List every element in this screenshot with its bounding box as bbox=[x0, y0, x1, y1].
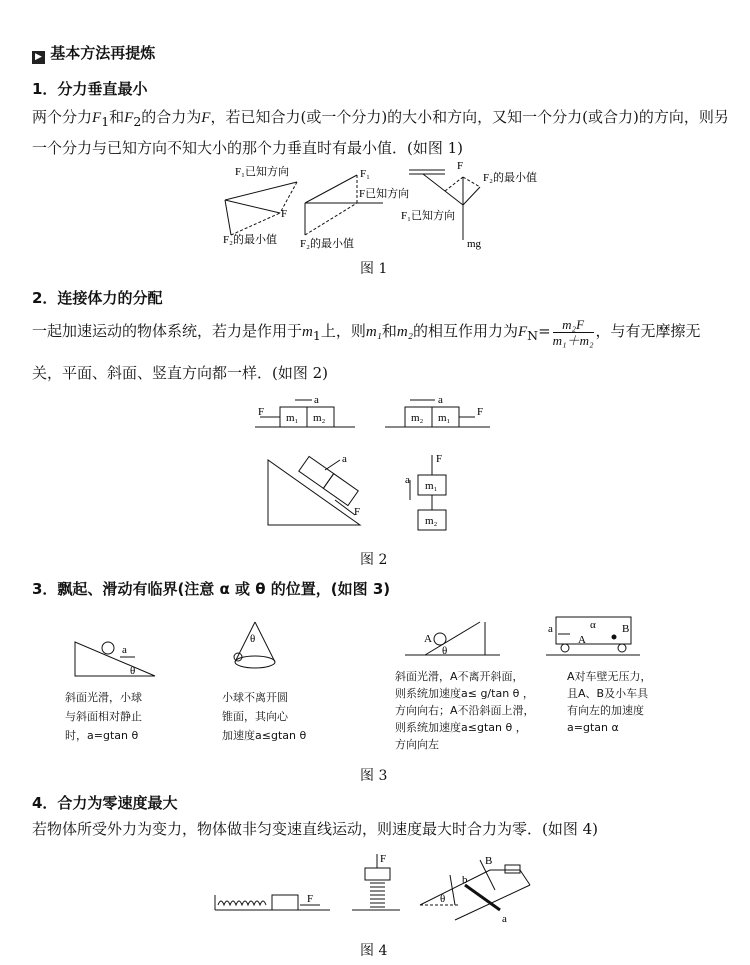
figure-3-note-1: 斜面光滑，小球 与斜面相对静止 时，a=gtan θ bbox=[65, 691, 142, 742]
fig1-label: F₁已知方向 bbox=[235, 166, 289, 178]
figure-3-caption: 图 3 bbox=[360, 768, 388, 784]
fig2-label: m₂ bbox=[425, 515, 438, 527]
figure-2-caption: 图 2 bbox=[360, 552, 388, 568]
figure-4 bbox=[210, 850, 540, 930]
fig3-label: θ bbox=[442, 645, 448, 657]
fig2-label: m₁ bbox=[438, 412, 451, 424]
fig2-label: m₂ bbox=[411, 412, 424, 424]
section-3-title: 3．飘起、滑动有临界(注意 α 或 θ 的位置，(如图 3) bbox=[32, 580, 391, 598]
figure-3-note-3: 斜面光滑，A不离开斜面， 则系统加速度a≤ g/tan θ ， 方向向右；A不沿斜面上滑， 则系统加速度a≤gtan θ ， 方向向左 bbox=[395, 670, 535, 751]
fig3-label: a bbox=[548, 623, 553, 635]
fig1-label: mg bbox=[467, 238, 482, 250]
fig2-label: m₂ bbox=[313, 412, 326, 424]
fig2-label: a bbox=[405, 474, 410, 486]
figure-3-note-2: 小球不离开圆 锥面，其向心 加速度a≤gtan θ bbox=[222, 691, 307, 742]
fig1-label: F₁已知方向 bbox=[401, 210, 455, 222]
figure-1-caption: 图 1 bbox=[360, 261, 388, 277]
section-1-paragraph: 两个分力$F_1$和$F_2$的合力为F，若已知合力(或一个分力)的大小和方向，又知一个分力(或合力)的方向，则另一个分力与已知方向不知大小的那个力垂直时有最小值．(如图 1) bbox=[32, 108, 729, 157]
figure-4-caption: 图 4 bbox=[360, 943, 388, 959]
fig2-label: a bbox=[314, 394, 319, 406]
figure-1 bbox=[205, 155, 565, 250]
fig2-label: m₁ bbox=[286, 412, 299, 424]
fig2-label: m₁ bbox=[425, 480, 438, 492]
fig3-label: α bbox=[590, 619, 596, 631]
play-icon: ▶ bbox=[32, 51, 45, 64]
fig4-label: B bbox=[485, 855, 493, 867]
fig2-label: F bbox=[436, 453, 443, 465]
section-4-title: 4．合力为零速度最大 bbox=[32, 794, 178, 812]
fig4-label: F bbox=[307, 893, 314, 905]
fig2-label: a bbox=[342, 453, 347, 465]
fig2-label: a bbox=[438, 394, 443, 406]
fig1-label: F已知方向 bbox=[359, 188, 410, 200]
fig3-label: A bbox=[578, 634, 586, 646]
fig3-label: θ bbox=[250, 633, 256, 645]
section-2-title: 2．连接体力的分配 bbox=[32, 289, 163, 307]
fig2-label: F bbox=[258, 406, 265, 418]
section-2-paragraph-cont: 关，平面、斜面、竖直方向都一样．(如图 2) bbox=[32, 364, 329, 382]
fig1-label: F₂的最小值 bbox=[300, 238, 354, 250]
fig1-label: F bbox=[281, 208, 288, 220]
section-1-title: 1．分力垂直最小 bbox=[32, 80, 148, 98]
section-header bbox=[32, 42, 155, 64]
section-4-paragraph: 若物体所受外力为变力，物体做非匀变速直线运动，则速度最大时合力为零．(如图 4) bbox=[32, 820, 599, 838]
fig1-label: F₂的最小值 bbox=[223, 234, 277, 246]
section-2-paragraph: 一起加速运动的物体系统，若力是作用于$m_1$上，则m₁和m₂的相互作用力为$F_N=$ $\frac{\text{m₂F}}{\text{m₁＋m₂}}$ ，与有无摩擦无 bbox=[32, 316, 701, 348]
fig4-label: F bbox=[380, 853, 387, 865]
fig1-label: F bbox=[457, 160, 464, 172]
fig1-label: F₂的最小值 bbox=[483, 172, 537, 184]
header-title: 基本方法再提炼 bbox=[50, 44, 156, 62]
figure-2 bbox=[250, 390, 500, 540]
fig3-label: a bbox=[122, 644, 127, 656]
fig4-label: a bbox=[502, 913, 507, 925]
fig4-label: θ bbox=[440, 893, 446, 905]
figure-3-note-4: A对车壁无压力， 且A、B及小车具 有向左的加速度 a=gtan α bbox=[567, 670, 652, 734]
fig3-label: A bbox=[424, 633, 432, 645]
fig1-label: F₁ bbox=[360, 168, 370, 180]
fig4-label: b bbox=[462, 874, 468, 886]
fig2-label: F bbox=[477, 406, 484, 418]
fig3-label: θ bbox=[130, 665, 136, 677]
fig2-label: F bbox=[354, 506, 361, 518]
fig3-label: B bbox=[622, 623, 630, 635]
